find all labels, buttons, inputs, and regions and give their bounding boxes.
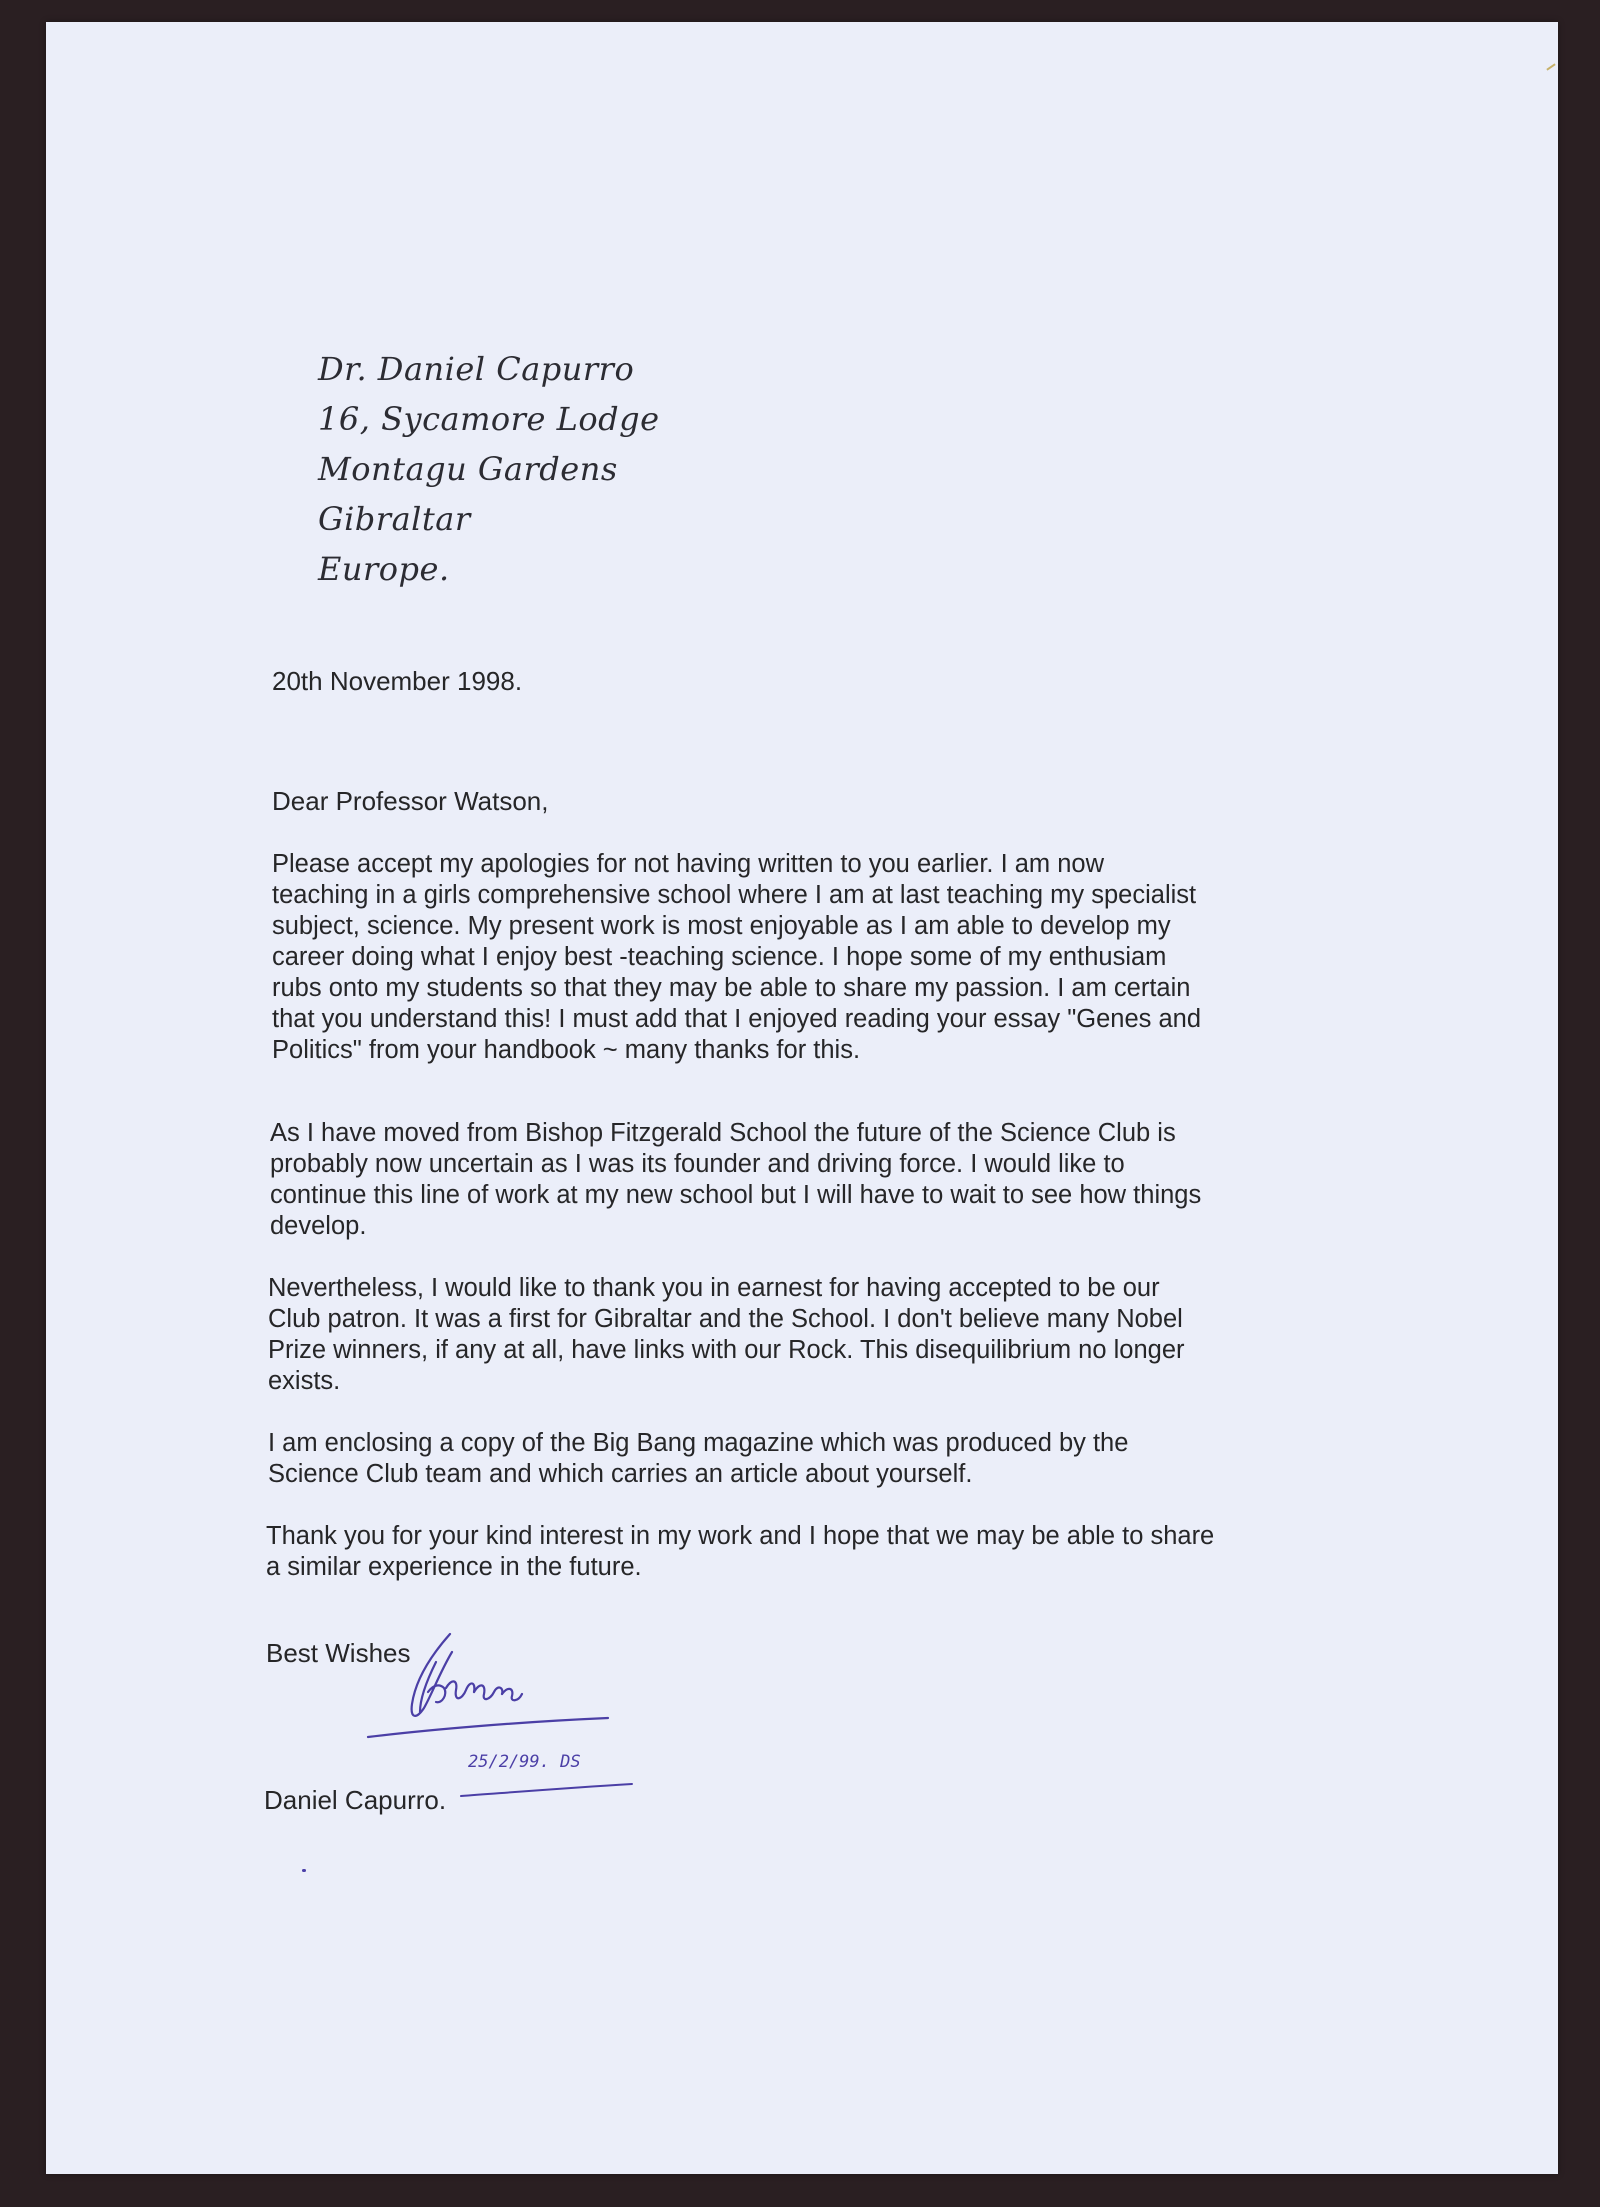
sender-address [318,344,660,594]
paragraph-line: subject, science. My present work is most enjoyable as I am able to develop my [272,912,1171,940]
ink-dot [302,1869,306,1872]
paragraph-2 [270,1118,1330,1242]
signature-name: Daniel Capurro. [264,1785,447,1815]
letter-date: 20th November 1998. [272,666,523,696]
handwritten-signature [316,1622,736,1792]
paragraph-line: teaching in a girls comprehensive school where I am at last teaching my specialist [272,881,1197,909]
name-underline-stroke [456,1782,656,1802]
paragraph-line: Club patron. It was a first for Gibraltar and the School. I don't believe many Nobel [268,1305,1183,1333]
address-line-name: Dr. Daniel Capurro [318,350,635,388]
address-line-region: Europe. [318,550,450,588]
address-line-area: Montagu Gardens [318,450,618,488]
paragraph-1 [272,849,1332,1066]
salutation: Dear Professor Watson, [272,786,549,816]
closing: Best Wishes [266,1638,411,1668]
paragraph-line: a similar experience in the future. [266,1553,642,1581]
paragraph-line: exists. [268,1367,341,1395]
address-line-street: 16, Sycamore Lodge [318,400,660,438]
paragraph-line: probably now uncertain as I was its founder and driving force. I would like to [270,1150,1125,1178]
paragraph-line: Thank you for your kind interest in my work and I hope that we may be able to share [266,1522,1215,1550]
paragraph-line: continue this line of work at my new school but I will have to wait to see how things [270,1181,1202,1209]
letter-page [46,22,1558,2174]
address-line-city: Gibraltar [318,500,471,538]
paragraph-5 [266,1521,1326,1583]
paragraph-3 [268,1273,1328,1397]
paragraph-line: Prize winners, if any at all, have links with our Rock. This disequilibrium no longer [268,1336,1185,1364]
paragraph-4 [268,1428,1328,1490]
paragraph-line: As I have moved from Bishop Fitzgerald School the future of the Science Club is [270,1119,1176,1147]
paragraph-line: I am enclosing a copy of the Big Bang magazine which was produced by the [268,1429,1129,1457]
paragraph-line: Science Club team and which carries an article about yourself. [268,1460,973,1488]
paragraph-line: develop. [270,1212,367,1240]
paragraph-line: Politics" from your handbook ~ many thanks for this. [272,1036,861,1064]
paragraph-line: Please accept my apologies for not having written to you earlier. I am now [272,850,1105,878]
paragraph-line: career doing what I enjoy best -teaching science. I hope some of my enthusiam [272,943,1167,971]
paper-corner-mark [1546,63,1555,70]
paragraph-line: that you understand this! I must add that I enjoyed reading your essay "Genes and [272,1005,1202,1033]
signature-date-annotation: 25/2/99. DS [468,1752,581,1772]
paragraph-line: Nevertheless, I would like to thank you in earnest for having accepted to be our [268,1274,1160,1302]
paragraph-line: rubs onto my students so that they may be able to share my passion. I am certain [272,974,1191,1002]
